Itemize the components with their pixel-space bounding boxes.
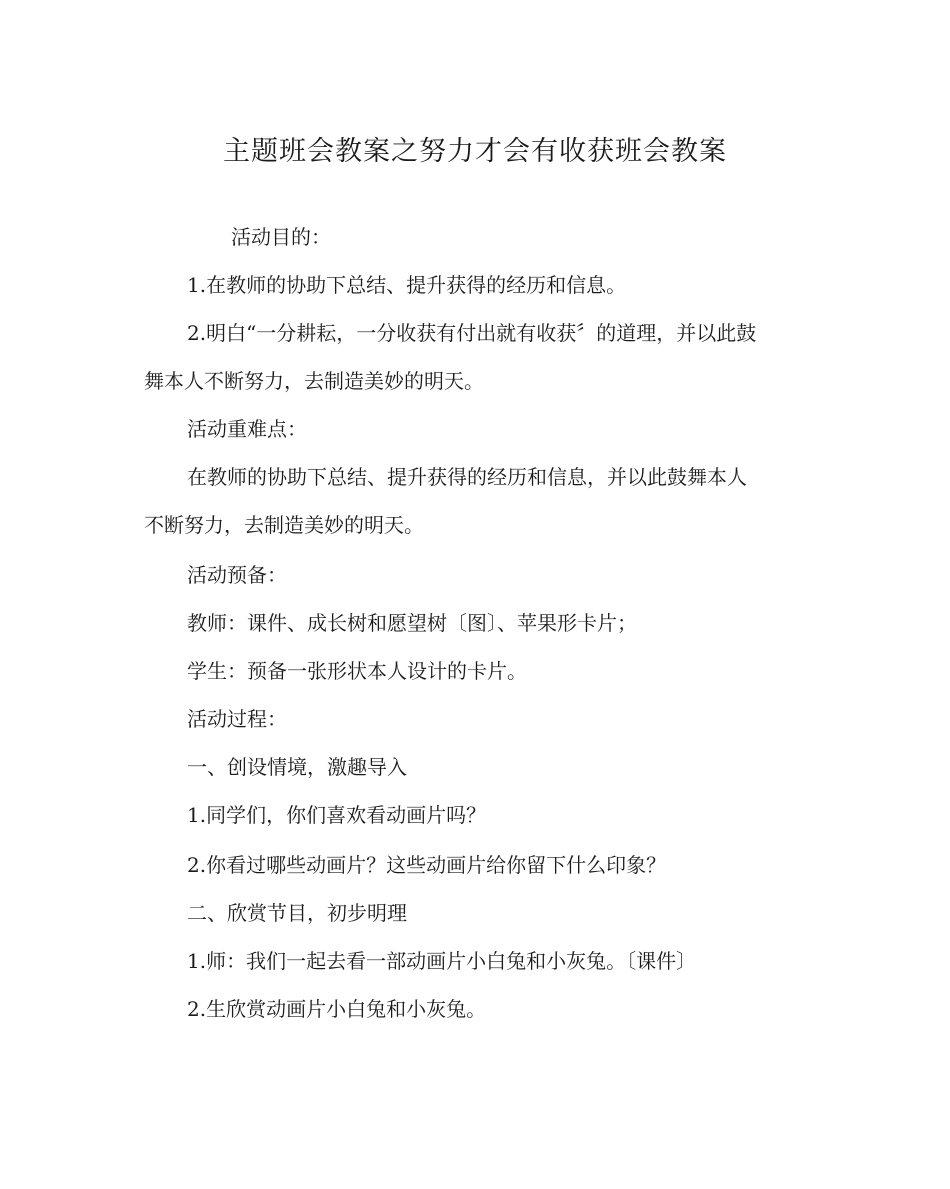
- paragraph-line: 在教师的协助下总结、提升获得的经历和信息，并以此鼓舞本人: [187, 465, 747, 489]
- subsection-heading: 二、欣赏节目，初步明理: [187, 901, 407, 925]
- paragraph-line: 2.明白“一分耕耘，一分收获有付出就有收获〞的道理，并以此鼓: [187, 321, 757, 345]
- paragraph-line: 2.你看过哪些动画片？这些动画片给你留下什么印象？: [187, 853, 667, 877]
- subsection-heading: 一、创设情境，激趣导入: [187, 755, 407, 779]
- paragraph-line: 2.生欣赏动画片小白兔和小灰兔。: [187, 997, 487, 1021]
- paragraph-line: 舞本人不断努力，去制造美妙的明天。: [144, 369, 484, 393]
- document-title: 主题班会教案之努力才会有收获班会教案: [223, 136, 727, 167]
- paragraph-line: 教师：课件、成长树和愿望树〔图〕、苹果形卡片；: [187, 611, 637, 635]
- paragraph-line: 1.同学们，你们喜欢看动画片吗？: [187, 803, 487, 827]
- section-heading-key-points: 活动重难点：: [187, 417, 307, 441]
- paragraph-line: 学生：预备一张形状本人设计的卡片。: [187, 659, 527, 683]
- paragraph-line: 1.师：我们一起去看一部动画片小白兔和小灰兔。〔课件〕: [187, 949, 697, 973]
- section-heading-goals: 活动目的：: [231, 225, 331, 249]
- section-heading-process: 活动过程：: [187, 707, 287, 731]
- paragraph-line: 不断努力，去制造美妙的明天。: [144, 513, 424, 537]
- paragraph-line: 1.在教师的协助下总结、提升获得的经历和信息。: [187, 273, 627, 297]
- section-heading-preparation: 活动预备：: [187, 563, 287, 587]
